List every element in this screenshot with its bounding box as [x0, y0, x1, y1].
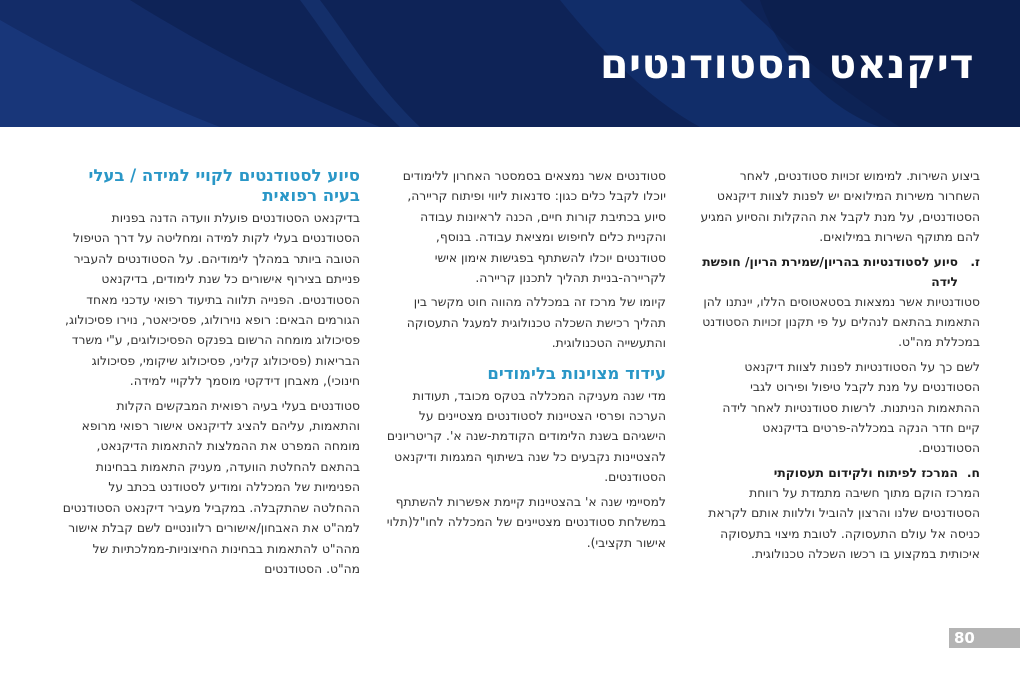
paragraph: לשם כך על הסטודנטיות לפנות לצוות דיקנאט הסטודנטים על מנת לקבל טיפול ופירוט לגבי ההתאמות הניתנות. לרשות סטודנטיות לאחר לידה קיים חדר הנקה במכללה-פרטים בדיקנאט הסטודנטים. [722, 359, 980, 456]
section-letter: ז. [970, 254, 980, 269]
section-title: המרכז לפיתוח ולקידום תעסוקתי [773, 465, 958, 480]
paragraph: בדיקנאט הסטודנטים פועלת וועדה הדנה בפניות הסטודנטים בעלי לקות למידה ומחליטה על דרך הטיפול הטובה ביותר במהלך לימודיהם. על הסטודנטים להעביר פנייתם בצירוף אישורים כל שנת לימודים, בדיקנאט הסטודנטים. הפנייה תלווה בתיעוד רפואי עדכני מאחד הגורמים הבאים: רופא נוירולוג, פסיכיאטר, נוירו פסיכולוג, פסיכולוג מומחה הרשום בפנקס הפסיכולוגים, ע"י משרד הבריאות (פסיכולוג קליני, פסיכולוג שיקומי, פסיכולוג חינוכי), מאבחן דידקטי מוסמך ללקויי למידה. [65, 211, 360, 389]
section-heading [698, 252, 980, 292]
paragraph-reserve-service: ביצוע השירות. למימוש זכויות סטודנטים, לאחר השחרור משירות המילואים יש לפנות לצוות דיקנאט הסטודנטים, על מנת לקבל את ההקלות והסיוע המגיע להם מתוקף השירות במילואים. [700, 169, 980, 245]
excellence-heading: עידוד מצוינות בלימודים [487, 363, 666, 383]
column-right [698, 166, 980, 569]
page-number-badge: 80 [949, 628, 1020, 648]
column-middle [384, 166, 666, 557]
paragraph: סטודנטיות אשר נמצאות בסטאטוסים הללו, יינתנו להן התאמות בהתאם לנהלים על פי תקנון זכויות הסטודנט במכללת מה"ט. [702, 294, 980, 350]
paragraph: סטודנטים בעלי בעיה רפואית המבקשים הקלות והתאמות, עליהם להציג לדיקנאט אישור רפואי מרופא מומחה המפרט את ההמלצות להתאמות הדיקנאט, בהתאם להחלטת הוועדה, מעניק התאמות בבחינות הפנימיות של המכללה ומודיע לסטודנט בכתב על ההחלטה שהתקבלה. במקביל מעביר דיקנאט הסטודנטים למה"ט את האבחון/אישורים רלוונטיים לשם קבלת אישור מהה"ט להתאמות בבחינות החיצוניות-ממלכתיות של מה"ט. הסטודנטים [62, 398, 360, 576]
paragraph: המרכז הוקם מתוך חשיבה מתמדת על רווחת הסטודנטים שלנו והרצון להוביל וללוות אותם לקראת כניסה אל עולם התעסוקה. לטובת מיצוי בתעסוקה איכותית במקצוע בו רכשו השכלה טכנולוגית. [708, 485, 980, 562]
section-heading [698, 463, 980, 483]
section-title: סיוע לסטודנטיות בהריון/שמירת הריון/ חופשת לידה [702, 254, 958, 289]
section-pregnancy-support [698, 252, 980, 459]
paragraph: מדי שנה מעניקה המכללה בטקס מכובד, תעודות הערכה ופרסי הצטיינות לסטודנטים מצטיינים על הישגיהם בשנת הלימודים הקודמת-שנה א'. קריטריונים להצטיינות נקבעים כל שנה בשיתוף המגמות ודיקנאט הסטודנטים. [386, 388, 666, 485]
paragraph: קיומו של מרכז זה במכללה מהווה חוט מקשר בין תהליך רכישת השכלה טכנולוגית למעגל התעסוקה והתעשייה הטכנולוגית. [406, 295, 666, 351]
paragraph: למסיימי שנה א' בהצטיינות קיימת אפשרות להשתתף במשלחת סטודנטים מצטיינים של המכללה לחו"ל(תלוי אישור תקציבי). [386, 494, 666, 550]
section-career-center [698, 463, 980, 565]
page-title: דיקנאט הסטודנטים [599, 40, 974, 88]
page-header-banner [0, 0, 1020, 127]
learning-disability-heading: סיוע לסטודנטים לקויי למידה / בעלי בעיה רפואית [88, 166, 360, 205]
paragraph: סטודנטים אשר נמצאים בסמסטר האחרון ללימודים יוכלו לקבל כלים כגון: סדנאות ליווי ופיתוח קריירה, סיוע בכתיבת קורות חיים, הכנה לראיונות עבודה והקניית כלים לחיפוש ומציאת עבודה. בנוסף, סטודנטים יוכלו להשתתף בפגישות אימון אישי לקריירה-בניית תהליך לתכנון קריירה. [402, 169, 666, 286]
section-letter: ח. [966, 465, 980, 480]
column-left [62, 166, 360, 583]
